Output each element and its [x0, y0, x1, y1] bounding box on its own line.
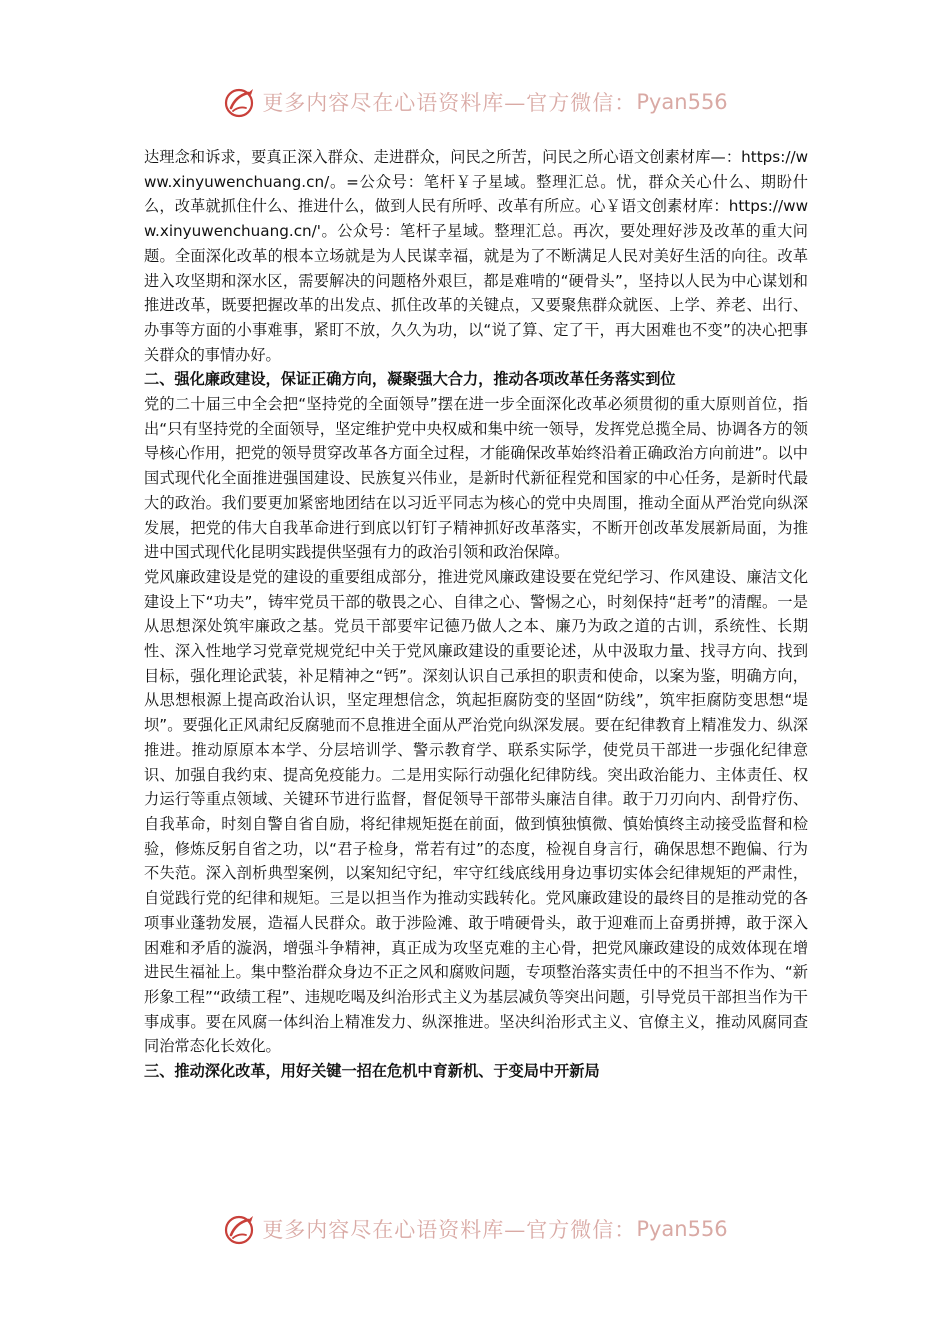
- pen-seal-logo-icon: [222, 84, 258, 120]
- paragraph-1: 达理念和诉求，要真正深入群众、走进群众，问民之所苦，问民之所心语文创素材库—：https://www.xinyuwenchuang.cn/。=公众号：笔杆￥子星域。整理汇总。忧，群众关心什么、期盼什么，改革就抓住什么、推进什么，做到人民有所呼、改革有所应。心￥语文创素材库：https://www.xinyuwenchuang.cn/'。公众号：笔杆子星域。整理汇总。再次，要处理好涉及改革的重大问题。全面深化改革的根本立场就是为人民谋幸福，就是为了不断满足人民对美好生活的向往。改革进入攻坚期和深水区，需要解决的问题格外艰巨，都是难啃的“硬骨头”，坚持以人民为中心谋划和推进改革，既要把握改革的出发点、抓住改革的关键点，又要聚焦群众就医、上学、养老、出行、办事等方面的小事难事，紧盯不放，久久为功，以“说了算、定了干，再大困难也不变”的决心把事关群众的事情办好。: [144, 148, 808, 364]
- paragraph-2: 党的二十届三中全会把“坚持党的全面领导”摆在进一步全面深化改革必须贯彻的重大原则首位，指出“只有坚持党的全面领导，坚定维护党中央权威和集中统一领导，发挥党总揽全局、协调各方的领导核心作用，把党的领导贯穿改革各方面全过程，才能确保改革始终沿着正确政治方向前进”。以中国式现代化全面推进强国建设、民族复兴伟业，是新时代新征程党和国家的中心任务，是新时代最大的政治。我们要更加紧密地团结在以习近平同志为核心的党中央周围，推动全面从严治党向纵深发展，把党的伟大自我革命进行到底以钉钉子精神抓好改革落实，不断开创改革发展新局面，为推进中国式现代化昆明实践提供坚强有力的政治引领和政治保障。: [144, 395, 808, 562]
- banner-text: 更多内容尽在心语资料库—官方微信：: [262, 91, 637, 115]
- section-heading-3: 三、推动深化改革，用好关键一招在危机中育新机、于变局中开新局: [144, 1062, 600, 1081]
- document-body: [144, 145, 808, 1084]
- header-banner: [0, 82, 950, 122]
- banner-wechat-id: Pyan556: [636, 1217, 728, 1241]
- banner-wechat-id: Pyan556: [636, 90, 728, 114]
- paragraph-3: 党风廉政建设是党的建设的重要组成部分，推进党风廉政建设要在党纪学习、作风建设、廉洁文化建设上下“功夫”，铸牢党员干部的敬畏之心、自律之心、警惕之心，时刻保持“赶考”的清醒。一是从思想深处筑牢廉政之基。党员干部要牢记德乃做人之本、廉乃为政之道的古训，系统性、长期性、深入性地学习党章党规党纪中关于党风廉政建设的重要论述，从中汲取力量、找寻方向、找到目标，强化理论武装，补足精神之“钙”。深刻认识自己承担的职责和使命，以案为鉴，明确方向，从思想根源上提高政治认识，坚定理想信念，筑起拒腐防变的坚固“防线”，筑牢拒腐防变思想“堤坝”。要强化正风肃纪反腐驰而不息推进全面从严治党向纵深发展。要在纪律教育上精准发力、纵深推进。推动原原本本学、分层培训学、警示教育学、联系实际学，使党员干部进一步强化纪律意识、加强自我约束、提高免疫能力。二是用实际行动强化纪律防线。突出政治能力、主体责任、权力运行等重点领域、关键环节进行监督，督促领导干部带头廉洁自律。敢于刀刃向内、刮骨疗伤、自我革命，时刻自警自省自励，将纪律规矩挺在前面，做到慎独慎微、慎始慎终主动接受监督和检验，修炼反躬自省之功，以“君子检身，常若有过”的态度，检视自身言行，确保思想不跑偏、行为不失范。深入剖析典型案例，以案知纪守纪，牢守红线底线用身边事切实体会纪律规矩的严肃性，自觉践行党的纪律和规矩。三是以担当作为推动实践转化。党风廉政建设的最终目的是推动党的各项事业蓬勃发展，造福人民群众。敢于涉险滩、敢于啃硬骨头，敢于迎难而上奋勇拼搏，敢于深入困难和矛盾的漩涡，增强斗争精神，真正成为攻坚克难的主心骨，把党风廉政建设的成效体现在增进民生福祉上。集中整治群众身边不正之风和腐败问题，专项整治落实责任中的不担当不作为、“新形象工程”“政绩工程”、违规吃喝及纠治形式主义为基层减负等突出问题，引导党员干部担当作为干事成事。要在风腐一体纠治上精准发力、纵深推进。坚决纠治形式主义、官僚主义，推动风腐同查同治常态化长效化。: [144, 567, 808, 1056]
- footer-banner: [0, 1209, 950, 1249]
- section-heading-2: 二、强化廉政建设，保证正确方向，凝聚强大合力，推动各项改革任务落实到位: [144, 370, 676, 389]
- pen-seal-logo-icon: [222, 1211, 258, 1247]
- banner-text: 更多内容尽在心语资料库—官方微信：: [262, 1218, 637, 1242]
